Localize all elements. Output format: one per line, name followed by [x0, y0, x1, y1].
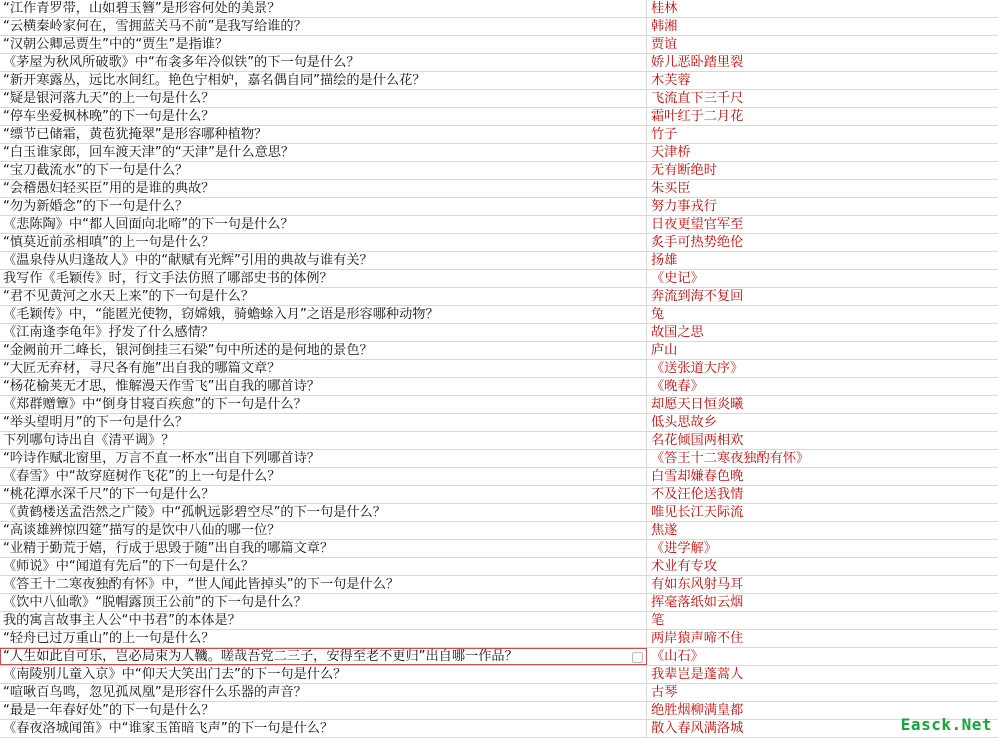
table-row[interactable] — [0, 252, 998, 270]
table-row[interactable] — [0, 378, 998, 396]
question-cell[interactable]: 《温泉侍从归逢故人》中的“献赋有光辉”引用的典故与谁有关？ — [0, 252, 647, 269]
table-row[interactable] — [0, 216, 998, 234]
question-cell[interactable]: 《春雪》中“故穿庭树作飞花”的上一句是什么？ — [0, 468, 647, 485]
answer-cell[interactable]: 两岸猿声啼不住 — [651, 631, 744, 646]
table-row[interactable] — [0, 396, 998, 414]
table-row[interactable] — [0, 54, 998, 72]
answer-cell[interactable]: 绝胜烟柳满皇都 — [651, 703, 744, 718]
question-cell[interactable]: “白玉谁家郎，回车渡天津”的“天津”是什么意思？ — [0, 144, 647, 161]
question-cell[interactable]: 《饮中八仙歌》“脱帽露顶王公前”的下一句是什么？ — [0, 594, 647, 611]
table-row[interactable] — [0, 432, 998, 450]
answer-cell[interactable]: 《山石》 — [651, 649, 704, 664]
table-row[interactable] — [0, 504, 998, 522]
table-row[interactable] — [0, 522, 998, 540]
answer-cell[interactable]: 贾谊 — [651, 37, 678, 52]
table-row[interactable] — [0, 72, 998, 90]
table-row[interactable] — [0, 684, 998, 702]
question-cell[interactable]: 我的寓言故事主人公“中书君”的本体是？ — [0, 612, 647, 629]
question-cell[interactable]: “疑是银河落九天”的上一句是什么？ — [0, 90, 647, 107]
table-row[interactable] — [0, 540, 998, 558]
table-row[interactable] — [0, 126, 998, 144]
answer-cell[interactable]: 笔 — [651, 613, 665, 628]
question-cell[interactable]: 我写作《毛颖传》时，行文手法仿照了哪部史书的体例？ — [0, 270, 647, 287]
table-row[interactable] — [0, 324, 998, 342]
answer-cell[interactable]: 唯见长江天际流 — [651, 505, 744, 520]
question-cell[interactable]: 《郑群赠簟》中“倒身甘寝百疾愈”的下一句是什么？ — [0, 396, 647, 413]
table-row[interactable] — [0, 36, 998, 54]
answer-cell[interactable]: 有如东风射马耳 — [651, 577, 744, 592]
table-row[interactable] — [0, 360, 998, 378]
answer-cell[interactable]: 木芙蓉 — [651, 73, 691, 88]
answer-cell[interactable]: 桂林 — [651, 1, 678, 16]
table-row[interactable] — [0, 666, 998, 684]
answer-cell[interactable]: 《进学解》 — [651, 541, 717, 556]
answer-cell[interactable]: 娇儿恶卧踏里裂 — [651, 55, 744, 70]
answer-cell[interactable]: 扬雄 — [651, 253, 678, 268]
table-row[interactable] — [0, 468, 998, 486]
answer-cell[interactable]: 朱买臣 — [651, 181, 691, 196]
answer-cell[interactable]: 挥毫落纸如云烟 — [651, 595, 744, 610]
table-row[interactable] — [0, 18, 998, 36]
question-cell[interactable]: “慎莫近前丞相嗔”的上一句是什么？ — [0, 234, 647, 251]
answer-cell[interactable]: 名花倾国两相欢 — [651, 433, 744, 448]
table-row[interactable] — [0, 594, 998, 612]
question-cell[interactable]: “云横秦岭家何在，雪拥蓝关马不前”是我写给谁的？ — [0, 18, 647, 35]
question-cell[interactable]: “宝刀截流水”的下一句是什么？ — [0, 162, 647, 179]
table-row[interactable] — [0, 630, 998, 648]
table-row[interactable] — [0, 234, 998, 252]
table-row[interactable] — [0, 486, 998, 504]
table-row[interactable] — [0, 108, 998, 126]
question-cell[interactable]: “人生如此自可乐，岂必局束为人鞿。嗟哉吾党二三子，安得至老不更归”出自哪一作品？ — [0, 648, 647, 665]
table-row[interactable] — [0, 414, 998, 432]
answer-cell[interactable]: 奔流到海不复回 — [651, 289, 744, 304]
answer-cell[interactable]: 术业有专攻 — [651, 559, 717, 574]
answer-cell[interactable]: 古琴 — [651, 685, 678, 700]
question-cell[interactable]: “江作青罗带，山如碧玉簪”是形容何处的美景？ — [0, 0, 647, 17]
answer-cell[interactable]: 我辈岂是蓬蒿人 — [651, 667, 744, 682]
question-cell[interactable]: “桃花潭水深千尺”的下一句是什么？ — [0, 486, 647, 503]
question-cell[interactable]: “大匠无弃材，寻尺各有施”出自我的哪篇文章？ — [0, 360, 647, 377]
question-cell[interactable]: “会稽愚妇轻买臣”用的是谁的典故？ — [0, 180, 647, 197]
answer-cell[interactable]: 炙手可热势绝伦 — [651, 235, 744, 250]
question-cell[interactable]: 《答王十二寒夜独酌有怀》中，“世人闻此皆掉头”的下一句是什么？ — [0, 576, 647, 593]
question-cell[interactable]: “业精于勤荒于嬉，行成于思毁于随”出自我的哪篇文章？ — [0, 540, 647, 557]
table-row[interactable] — [0, 180, 998, 198]
table-row[interactable] — [0, 90, 998, 108]
answer-cell[interactable]: 《答王十二寒夜独酌有怀》 — [651, 451, 810, 466]
question-cell[interactable]: “新开寒露丛，远比水间红。艳色宁相妒，嘉名偶自同”描绘的是什么花？ — [0, 72, 647, 89]
answer-cell[interactable]: 日夜更望官军至 — [651, 217, 744, 232]
question-cell[interactable]: “君不见黄河之水天上来”的下一句是什么？ — [0, 288, 647, 305]
question-cell[interactable]: “杨花榆荚无才思，惟解漫天作雪飞”出自我的哪首诗？ — [0, 378, 647, 395]
question-cell[interactable]: 下列哪句诗出自《清平调》？ — [0, 432, 647, 449]
answer-cell[interactable]: 焦遂 — [651, 523, 678, 538]
answer-cell[interactable]: 《送张道大序》 — [651, 361, 744, 376]
question-cell[interactable]: 《茅屋为秋风所破歌》中“布衾多年冷似铁”的下一句是什么？ — [0, 54, 647, 71]
table-row[interactable] — [0, 342, 998, 360]
cell-note-icon — [632, 652, 643, 663]
question-cell[interactable]: 《师说》中“闻道有先后”的下一句是什么？ — [0, 558, 647, 575]
question-cell[interactable]: 《江南逢李龟年》抒发了什么感情？ — [0, 324, 647, 341]
question-cell[interactable]: 《黄鹤楼送孟浩然之广陵》中“孤帆远影碧空尽”的下一句是什么？ — [0, 504, 647, 521]
answer-cell[interactable]: 不及汪伦送我情 — [651, 487, 744, 502]
answer-cell[interactable]: 韩湘 — [651, 19, 678, 34]
table-row[interactable] — [0, 288, 998, 306]
table-row[interactable] — [0, 0, 998, 18]
table-row[interactable] — [0, 702, 998, 720]
question-cell[interactable]: “吟诗作赋北窗里，万言不直一杯水”出自下列哪首诗？ — [0, 450, 647, 467]
answer-cell[interactable]: 《晚春》 — [651, 379, 704, 394]
answer-cell[interactable]: 白雪却嫌春色晚 — [651, 469, 744, 484]
table-row[interactable] — [0, 720, 998, 738]
question-cell[interactable]: “缥节已储霜，黄苞犹掩翠”是形容哪种植物？ — [0, 126, 647, 143]
answer-cell[interactable]: 却愿天日恒炎曦 — [651, 397, 744, 412]
question-cell[interactable]: “停车坐爱枫林晚”的下一句是什么？ — [0, 108, 647, 125]
question-cell[interactable]: “轻舟已过万重山”的上一句是什么？ — [0, 630, 647, 647]
table-row[interactable] — [0, 306, 998, 324]
answer-cell[interactable]: 故国之思 — [651, 325, 704, 340]
watermark: Easck.Net — [900, 715, 992, 734]
answer-cell[interactable]: 努力事戎行 — [651, 199, 717, 214]
answer-cell[interactable]: 《史记》 — [651, 271, 704, 286]
answer-cell[interactable]: 兔 — [651, 307, 665, 322]
question-cell[interactable]: “勿为新婚念”的下一句是什么？ — [0, 198, 647, 215]
question-cell[interactable]: 《南陵别儿童入京》中“仰天大笑出门去”的下一句是什么？ — [0, 666, 647, 683]
answer-cell[interactable]: 低头思故乡 — [651, 415, 717, 430]
table-row[interactable] — [0, 450, 998, 468]
question-cell[interactable]: “最是一年春好处”的下一句是什么？ — [0, 702, 647, 719]
question-cell[interactable]: “汉朝公卿忌贾生”中的“贾生”是指谁？ — [0, 36, 647, 53]
table-row[interactable] — [0, 198, 998, 216]
table-row[interactable] — [0, 162, 998, 180]
answer-cell[interactable]: 庐山 — [651, 343, 678, 358]
question-cell[interactable]: “举头望明月”的下一句是什么？ — [0, 414, 647, 431]
table-row[interactable] — [0, 270, 998, 288]
table-row[interactable] — [0, 558, 998, 576]
question-cell[interactable]: “高谈雄辨惊四筵”描写的是饮中八仙的哪一位？ — [0, 522, 647, 539]
table-row[interactable] — [0, 612, 998, 630]
answer-cell[interactable]: 飞流直下三千尺 — [651, 91, 744, 106]
table-row[interactable] — [0, 648, 998, 666]
question-cell[interactable]: 《春夜洛城闻笛》中“谁家玉笛暗飞声”的下一句是什么？ — [0, 720, 647, 737]
answer-cell[interactable]: 天津桥 — [651, 145, 691, 160]
answer-cell[interactable]: 散入春风满洛城 — [651, 721, 744, 736]
question-cell[interactable]: “金阙前开二峰长，银河倒挂三石梁”句中所述的是何地的景色？ — [0, 342, 647, 359]
table-row[interactable] — [0, 144, 998, 162]
question-cell[interactable]: 《毛颖传》中，“能匿光使物，窃嫦娥，骑蟾蜍入月”之语是形容哪种动物？ — [0, 306, 647, 323]
question-cell[interactable]: “喧啾百鸟鸣，忽见孤凤凰”是形容什么乐器的声音？ — [0, 684, 647, 701]
answer-cell[interactable]: 竹子 — [651, 127, 678, 142]
answer-cell[interactable]: 霜叶红于二月花 — [651, 109, 744, 124]
question-cell[interactable]: 《悲陈陶》中“都人回面向北啼”的下一句是什么？ — [0, 216, 647, 233]
answer-cell[interactable]: 无有断绝时 — [651, 163, 717, 178]
table-row[interactable] — [0, 576, 998, 594]
